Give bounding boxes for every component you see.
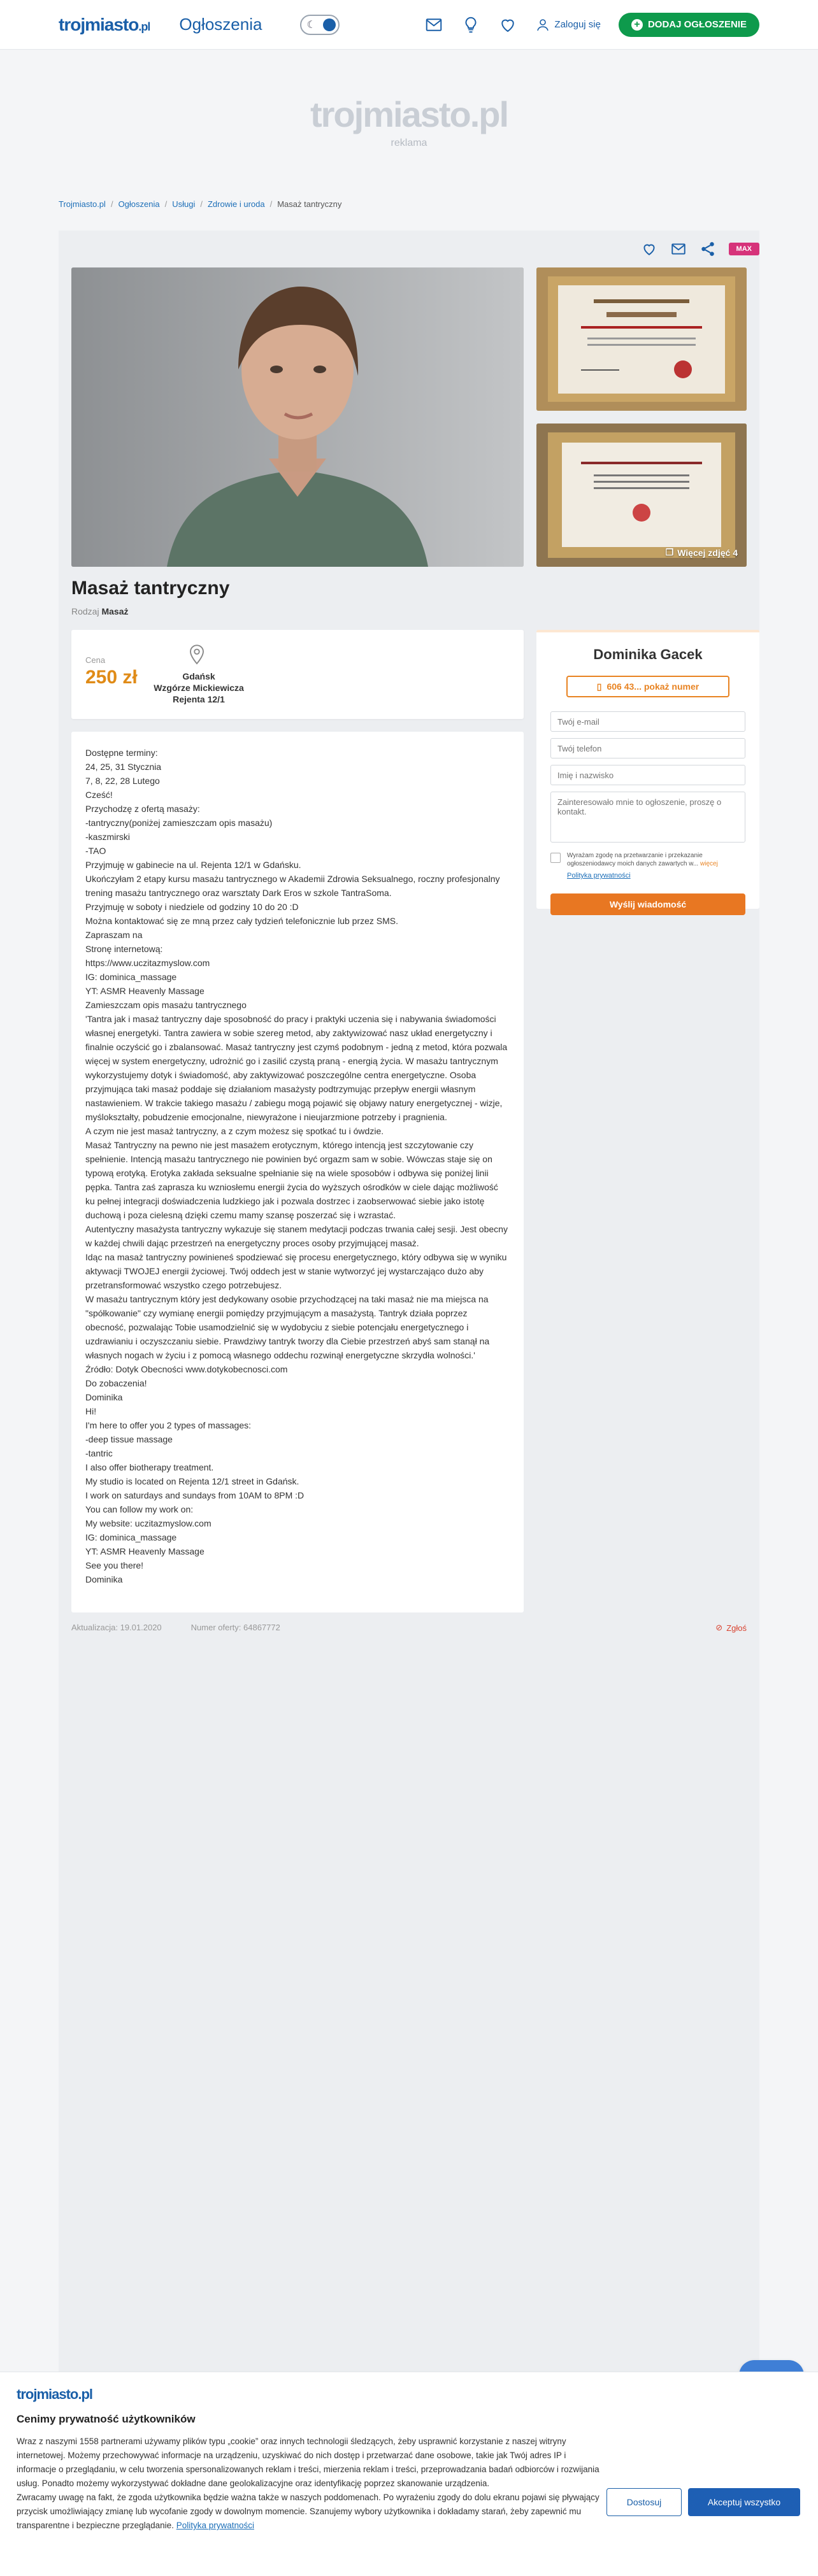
description-line: Zamieszczam opis masażu tantrycznego [85,1000,247,1010]
plus-icon: + [631,19,643,31]
consent-checkbox[interactable] [550,853,561,863]
ad-banner[interactable] [0,50,818,193]
ad-logo: trojmiasto.pl [310,94,508,134]
description-line: A czym nie jest masaż tantryczny, a z czym możesz się spotkać tu i ówdzie. [85,1126,384,1136]
cookie-settings-button[interactable]: Dostosuj [606,2488,682,2516]
location-pin-icon [187,643,206,665]
consent-row: Wyrażam zgodę na przetwarzanie i przekazanie ogłoszeniodawcy moich danych zawartych w... więcej [550,851,745,868]
mail-icon[interactable] [424,15,443,34]
moon-icon: ☾ [306,19,316,31]
breadcrumb-uslugi[interactable]: Usługi [172,199,196,209]
toggle-knob [323,18,336,31]
description-line: 7, 8, 22, 28 Lutego [85,776,160,786]
photos-icon: ❐ [665,547,674,557]
listing-kind: Rodzaj Masaż [71,606,129,616]
main-photo[interactable] [71,267,524,567]
share-icon[interactable] [700,241,716,257]
description-line: I also offer biotherapy treatment. [85,1462,214,1472]
message-field[interactable] [550,792,745,843]
description-line: Dominika [85,1392,123,1402]
ad-label: reklama [391,138,427,148]
breadcrumb-home[interactable]: Trojmiasto.pl [59,199,106,209]
email-field[interactable] [550,711,745,732]
cookie-title: Cenimy prywatność użytkowników [17,2413,196,2425]
description-line: 24, 25, 31 Stycznia [85,762,162,772]
site-logo[interactable]: trojmiasto.pl [59,14,150,34]
description-line: Źródło: Dotyk Obecności www.dotykobecnosci.com [85,1364,288,1374]
seller-name: Dominika Gacek [593,646,703,662]
description-line: 'Tantra jak i masaż tantryczny daje sposobność do pracy i praktyki uczenia się i nabywania świadomości własnej energetyki. Tantra zawiera w sobie szereg metod, aby zaktywizować nasz układ energetyczny i finalnie oczyścić go i zbalansować. Masaż tantryczny jest czymś podobnym - jedną z metod, która pozwala więcej w system energetyczny, udrożnić go i zasilić czystą praną - energią życia. W masażu tantrycznym wykorzystujemy dotyk i świadomość, aby zaktywizować poszczególne centra energetyczne. Osoba przyjmująca taki masaż poddaje się działaniom masażysty podtrzymując przepływ energii własnym nastawieniem. W trakcie takiego masażu / zabiegu mogą pojawić się objawy natury energetycznej - wizje, myślokształty, pobudzenie emocjonalne, niewyrażone i nieujarzmione potrzeby i pragnienia. [85,1014,508,1122]
description-line: https://www.uczitazmyslow.com [85,958,210,968]
description-line: Można kontaktować się ze mną przez cały tydzień telefonicznie lub przez SMS. [85,916,399,926]
more-photos-link[interactable]: ❐ Więcej zdjęć 4 [665,547,738,558]
photo-thumb-1[interactable] [536,267,747,411]
listing-meta [71,1623,280,1632]
dark-mode-toggle[interactable] [300,15,340,35]
description-line: -kaszmirski [85,832,130,842]
description-line: YT: ASMR Heavenly Massage [85,1546,204,1556]
description-line: I work on saturdays and sundays from 10AM to 8PM :D [85,1490,305,1500]
cookie-logo: trojmiasto.pl [17,2386,93,2402]
updated-date: Aktualizacja: 19.01.2020 [71,1623,162,1632]
description-line: I'm here to offer you 2 types of massages: [85,1420,251,1430]
description-line: Przyjmuję w gabinecie na ul. Rejenta 12/1 w Gdańsku. [85,860,301,870]
description-line: -tantric [85,1448,113,1458]
user-icon [535,17,550,32]
description-line: See you there! [85,1560,144,1570]
description-line: Ukończyłam 2 etapy kursu masażu tantrycznego w Akademii Zdrowia Seksualnego, roczny profesjonalny trening masażu tantrycznego oraz warsztaty Dark Eros w szkole TantraSoma. [85,874,500,898]
description-line: Przychodzę z ofertą masaży: [85,804,200,814]
privacy-policy-link[interactable]: Polityka prywatności [567,872,631,879]
bulb-icon[interactable] [461,15,480,34]
description-line: IG: dominica_massage [85,1532,177,1542]
cookie-policy-link[interactable]: Polityka prywatności [176,2521,254,2530]
description-line: Masaż Tantryczny na pewno nie jest masażem erotycznym, którego intencją jest szczytowanie czy spełnienie. Intencją masażu tantrycznego nie powinien być orgazm sam w sobie. Wówczas staje się on typową erotyką. Erotyka zakłada seksualne spełnianie się na wiele sposobów i odbywa się poniżej linii pępka. Tantra zaś zaprasza ku wzniosłemu energii życia do wyższych ośrodków w ciele dając możliwość ku pełnej integracji doświadczenia ludzkiego jak i pozwala dostrzec i zaobserwować siebie jako istotę duchową i poza cielesną dzięki czemu mamy szansę poszerzać się i wzrastać. [85,1140,498,1220]
login-label: Zaloguj się [554,19,601,30]
description-line: W masażu tantrycznym który jest dedykowany osobie przychodzącej na taki masaż nie ma miejsca na "spółkowanie" czy wymianę energii pomiędzy przyjmującym a masażystą. Tantryk działa poprzez obecność, pozwalając Tobie usamodzielnić się w wydobyciu z siebie potencjału energetycznego i uzdrawianiu i oczyszczaniu siebie. Prawdziwy tantryk tworzy dla Ciebie przestrzeń abyś sam stanął na własnych nogach w życiu i z pomocą własnego oddechu rozwinął energetyczne skrzydła wolności.' [85,1294,490,1360]
heart-icon[interactable] [498,15,517,34]
breadcrumb-ogloszenia[interactable]: Ogłoszenia [118,199,160,209]
description-line: Cześć! [85,790,113,800]
name-field[interactable] [550,765,745,785]
cookie-accept-button[interactable]: Akceptuj wszystko [688,2488,800,2516]
description-line: Hi! [85,1406,97,1416]
breadcrumb-current: Masaż tantryczny [277,199,342,209]
description-line: Do zobaczenia! [85,1378,147,1388]
section-title[interactable]: Ogłoszenia [179,15,262,34]
price-value: 250 zł [85,667,138,688]
price-box [71,630,524,719]
phone-icon: ▯ [596,681,602,692]
max-badge: MAX [729,243,759,255]
description-line: YT: ASMR Heavenly Massage [85,986,204,996]
show-phone-button[interactable]: ▯ 606 43... pokaż numer [566,676,729,697]
cookie-consent-bar [0,2372,818,2576]
certificate-photo [536,267,747,411]
portrait-photo [71,267,524,567]
cookie-text: Wraz z naszymi 1558 partnerami używamy plików typu „cookie” oraz innych technologii śledzących, żeby usprawnić korzystanie z naszej witryny internetowej. Możemy przechowywać informacje na urządzeniu, uzyskiwać do nich dostęp i przetwarzać dane osobowe, takie jak Twój adres IP i informacje o przeglądaniu, w celu tworzenia spersonalizowanych reklam i treści, mierzenia reklam i treści, przeprowadzania badań odbiorców i rozwijania usług. Ponadto możemy wykorzystywać dokładne dane geolokalizacyjne oraz identyfikację poprzez skanowanie urządzenia. Zwracamy uwagę na fakt, że zgoda użytkownika będzie ważna także w naszych poddomenach. Po wyrażeniu zgody do dolu ekranu pojawi się pływający przycisk umożliwiający zmianę lub wycofanie zgody w dowolnym momencie. Szanujemy wybory użytkownika i dokładamy starań, żeby zapewnić mu transparentne i bezpieczne przeglądanie. Polityka prywatności [17,2437,599,2530]
report-link[interactable]: ⊘ Zgłoś [715,1623,747,1633]
description-line: You can follow my work on: [85,1504,194,1514]
send-message-button[interactable]: Wyślij wiadomość [550,893,745,915]
offer-number: Numer oferty: 64867772 [190,1623,280,1632]
photo-thumb-2[interactable] [536,423,747,567]
consent-more-link[interactable]: więcej [700,860,718,867]
listing-description [71,732,524,1612]
listing-panel [59,231,759,2379]
listing-title: Masaż tantryczny [71,578,230,599]
description-line: -tantryczny(poniżej zamieszczam opis masażu) [85,818,273,828]
location-address[interactable]: Gdańsk Wzgórze Mickiewicza Rejenta 12/1 [154,671,244,704]
description-line: My website: uczitazmyslow.com [85,1518,212,1528]
description-line: Dostępne terminy: [85,748,158,758]
seller-contact-box [536,630,759,909]
description-line: Przyjmuję w soboty i niedziele od godziny 10 do 20 :D [85,902,299,912]
login-link[interactable] [535,17,601,32]
mail-icon[interactable] [670,241,687,257]
description-line: Stronę internetową: [85,944,163,954]
description-line: -TAO [85,846,106,856]
warning-icon: ⊘ [715,1623,723,1632]
description-line: Idąc na masaż tantryczny powinieneś spodziewać się procesu energetycznego, który odbywa się w wyniku aktywacji TWOJEJ energii życiowej. Twój oddech jest w stanie wytworzyć jej wystarczająco dużo aby przetransformować wszystko czego potrzebujesz. [85,1252,507,1290]
phone-field[interactable] [550,738,745,758]
top-header [0,0,818,50]
breadcrumb-zdrowie[interactable]: Zdrowie i uroda [207,199,265,209]
heart-icon[interactable] [641,241,657,257]
description-line: IG: dominica_massage [85,972,177,982]
listing-actions [641,241,759,257]
description-line: Dominika [85,1574,123,1584]
description-line: Autentyczny masażysta tantryczny wykazuje się stanem medytacji podczas trwania całej sesji. Jest obecny w każdej chwili dając przestrzeń na energetyczny proces osoby przyjmującej masaż. [85,1224,508,1248]
price-label: Cena [85,655,106,665]
breadcrumb: Trojmiasto.pl / Ogłoszenia / Usługi / Zdrowie i uroda / Masaż tantryczny [59,199,342,209]
description-line: My studio is located on Rejenta 12/1 street in Gdańsk. [85,1476,299,1486]
diploma-photo [536,423,747,567]
description-line: -deep tissue massage [85,1434,173,1444]
description-line: Zapraszam na [85,930,143,940]
add-listing-button[interactable] [619,13,759,37]
add-listing-label: DODAJ OGŁOSZENIE [647,19,747,30]
